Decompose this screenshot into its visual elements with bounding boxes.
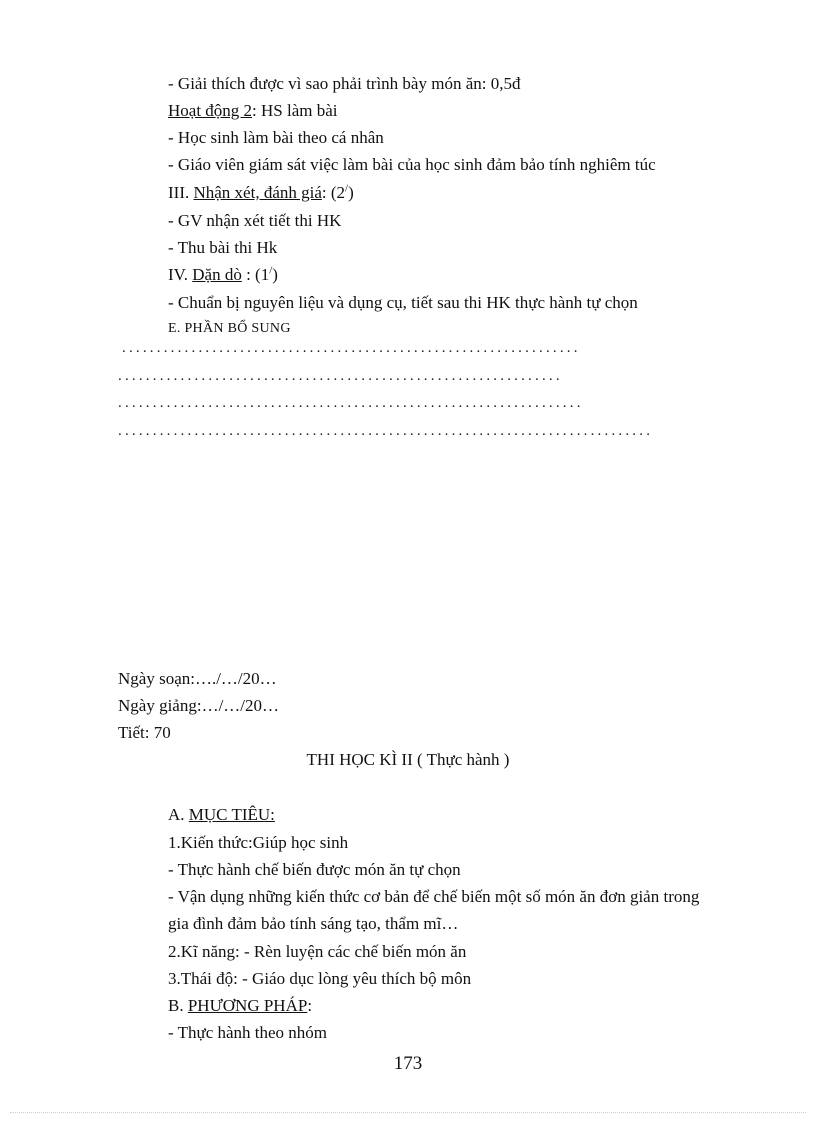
section-4-heading: IV. Dặn dò : (1/) — [168, 264, 278, 284]
text-line: - GV nhận xét tiết thi HK — [168, 211, 342, 230]
lesson-title: THI HỌC KÌ II ( Thực hành ) — [306, 750, 510, 769]
dotted-line: .................................................................. — [122, 340, 581, 356]
section-a-label: MỤC TIÊU: — [188, 805, 275, 824]
section-e-heading: E. PHẦN BỔ SUNG — [168, 321, 291, 336]
section-b-label: PHƯƠNG PHÁP — [187, 996, 308, 1015]
preparation-date: Ngày soạn:…./…/20… — [118, 669, 277, 688]
text-line: - Thu bài thi Hk — [168, 238, 278, 257]
skills-line: 2.Kĩ năng: - Rèn luyện các chế biến món ăn — [168, 942, 467, 961]
teaching-date: Ngày giảng:…/…/20… — [118, 696, 280, 715]
activity-2-text: : HS làm bài — [252, 101, 338, 120]
section-3-label: Nhận xét, đánh giá — [193, 183, 322, 202]
section-b-heading: B. PHƯƠNG PHÁP: — [168, 996, 313, 1015]
dotted-line: ................................................................ — [118, 368, 563, 384]
activity-2-line — [168, 100, 338, 122]
text-line: - Học sinh làm bài theo cá nhân — [168, 128, 384, 147]
section-4-label: Dặn dò — [192, 265, 242, 284]
text-line: - Giáo viên giám sát việc làm bài của học sinh đảm bảo tính nghiêm túc — [168, 155, 656, 174]
text-line: - Thực hành theo nhóm — [168, 1023, 328, 1042]
text-line: - Vận dụng những kiến thức cơ bản để chế biến một số món ăn đơn giản trong — [168, 887, 700, 906]
text-line: - Chuẩn bị nguyên liệu và dụng cụ, tiết sau thi HK thực hành tự chọn — [168, 293, 638, 312]
knowledge-heading: 1.Kiến thức:Giúp học sinh — [168, 833, 349, 852]
text-line: - Giải thích được vì sao phải trình bày món ăn: 0,5đ — [168, 74, 521, 93]
text-line: gia đình đảm bảo tính sáng tạo, thẩm mĩ… — [168, 914, 459, 933]
attitude-line: 3.Thái độ: - Giáo dục lòng yêu thích bộ môn — [168, 969, 472, 988]
section-3-heading: III. Nhận xét, đánh giá: (2/) — [168, 182, 354, 202]
period-number: Tiết: 70 — [118, 723, 171, 742]
dotted-line: ................................................................... — [118, 395, 584, 411]
text-line: - Thực hành chế biến được món ăn tự chọn — [168, 860, 461, 879]
activity-2-label: Hoạt động 2 — [168, 101, 253, 120]
page-number: 173 — [393, 1053, 423, 1074]
section-a-heading: A. MỤC TIÊU: — [168, 805, 275, 824]
page-bottom-divider — [10, 1112, 806, 1113]
dotted-line: ............................................................................. — [118, 423, 654, 439]
